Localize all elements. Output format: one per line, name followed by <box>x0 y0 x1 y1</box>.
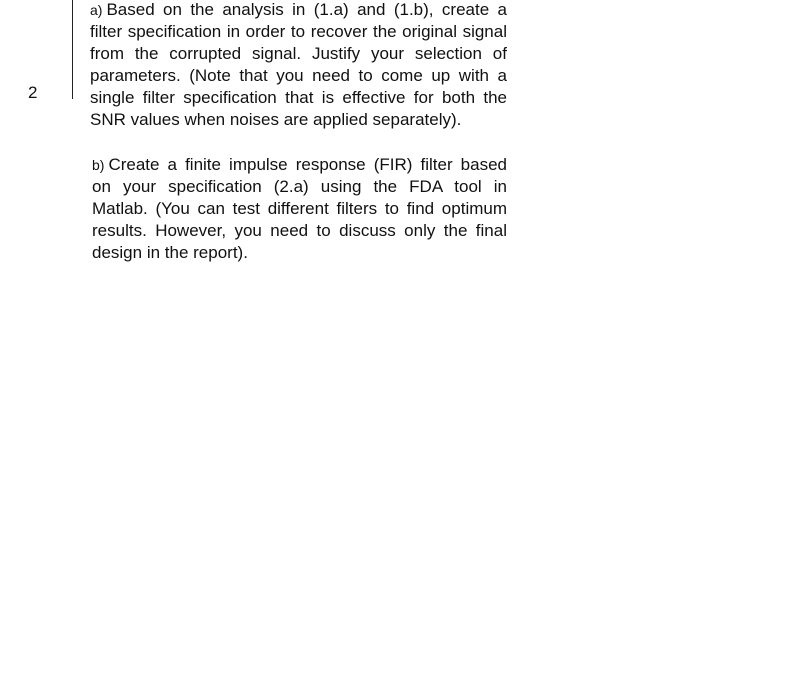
question-number: 2 <box>28 83 38 102</box>
part-a-paragraph <box>90 0 507 131</box>
part-b-paragraph <box>92 154 507 264</box>
margin-rule <box>72 0 73 99</box>
part-a-text: Based on the analysis in (1.a) and (1.b), create a filter specification in order to recover the original signal from the corrupted signal. Justify your selection of parameters. (Note that you need to come up with a single filter specification that is effective for both the SNR values when noises are applied separately). <box>90 0 507 129</box>
part-b-label: b) <box>92 157 105 173</box>
part-a-label: a) <box>90 2 103 18</box>
part-b-text: Create a finite impulse response (FIR) filter based on your specification (2.a) using the FDA tool in Matlab. (You can test different filters to find optimum results. However, you need to discuss only the final design in the report). <box>92 155 507 262</box>
